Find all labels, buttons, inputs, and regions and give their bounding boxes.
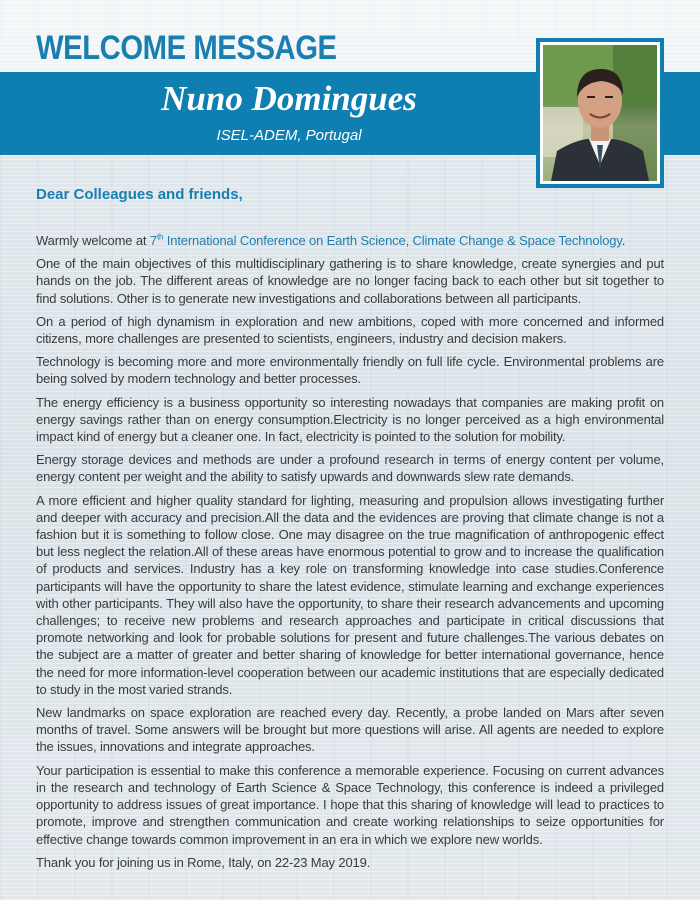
letter-body <box>36 232 664 877</box>
body-paragraph: Your participation is essential to make this conference a memorable experience. Focusing on current advances in the research and technology of Earth Science & Space Technology, this conference is indeed a privileged opportunity to address issues of great importance. I hope that this sharing of knowledge will lead to practices to promote, improve and strengthen communication and create working relationships to seize opportunities for effective change towards common improvement in an era in which we explore new worlds. <box>36 762 664 847</box>
body-paragraph: The energy efficiency is a business opportunity so interesting nowadays that companies are making profit on energy savings rather than on energy consumption.Electricity is no longer perceived as a high environmental impact kind of energy but a cleaner one. In fact, electricity is pointed to the solution for mobility. <box>36 394 664 445</box>
page-title: WELCOME MESSAGE <box>36 29 337 67</box>
conference-title: International Conference on Earth Science, Climate Change & Space Technology <box>163 233 622 248</box>
body-paragraph: New landmarks on space exploration are reached every day. Recently, a probe landed on Mars after seven months of travel. Some answers will be brought but more questions will arise. All agents are needed to explore the issues, innovations and integrate approaches. <box>36 705 664 755</box>
speaker-name: Nuno Domingues <box>161 79 417 118</box>
closing-paragraph: Thank you for joining us in Rome, Italy, on 22-23 May 2019. <box>36 854 371 870</box>
intro-paragraph <box>36 232 664 249</box>
body-paragraph: Technology is becoming more and more environmentally friendly on full life cycle. Environmental problems are being solved by modern technology and better processes. <box>36 354 664 387</box>
intro-suffix: . <box>621 233 626 248</box>
body-paragraph: Energy storage devices and methods are under a profound research in terms of energy content per volume, energy content per weight and the ability to satisfy upwards and downwards slew rate demands. <box>36 452 664 485</box>
speaker-photo-frame <box>536 38 664 188</box>
intro-prefix: Warmly welcome at <box>36 233 150 248</box>
conference-name <box>150 233 622 248</box>
speaker-affiliation: ISEL-ADEM, Portugal <box>216 127 362 144</box>
letter-greeting: Dear Colleagues and friends, <box>36 186 243 203</box>
conference-ordinal-suffix: th <box>156 232 164 242</box>
body-paragraph: A more efficient and higher quality standard for lighting, measuring and propulsion allows investigating further and deeper with accuracy and precision.All the data and the evidences are proving that climate change is not a fashion but it is something to follow close. One may disagree on the true magnification of anthropogenic effect but less neglect the relation.All of these areas have enormous potential to grow and to increase the qualification of products and services. Industry has a key role on transforming knowledge into case studies.Conference participants will have the opportunity to share the latest evidence, stimulate learning and exchange experiences with other participants. They will also have the opportunity, to share their research advancements and upcoming challenges; to receive new problems and research approaches and participate in critical discussions that promote networking and look for probable solutions for present and future challenges.The various debates on the subject are a matter of greater and better sharing of knowledge for better international governance, hence the need for more information-level cooperation between our academic institutions that are especially dedicated to study in the most varied strands. <box>36 492 664 697</box>
conference-ordinal: 7 <box>149 233 157 248</box>
speaker-photo <box>543 45 657 181</box>
body-paragraph: One of the main objectives of this multidisciplinary gathering is to share knowledge, create synergies and put hands on the job. The different areas of knowledge are no longer facing back to each other but sit together to find solutions. Other is to generate new investigations and collaborations between all participants. <box>36 256 664 306</box>
speaker-portrait-graphic <box>543 45 657 181</box>
body-paragraph: On a period of high dynamism in exploration and new ambitions, coped with more concerned and informed citizens, more challenges are presented to scientists, engineers, industry and decision makers. <box>36 313 664 347</box>
